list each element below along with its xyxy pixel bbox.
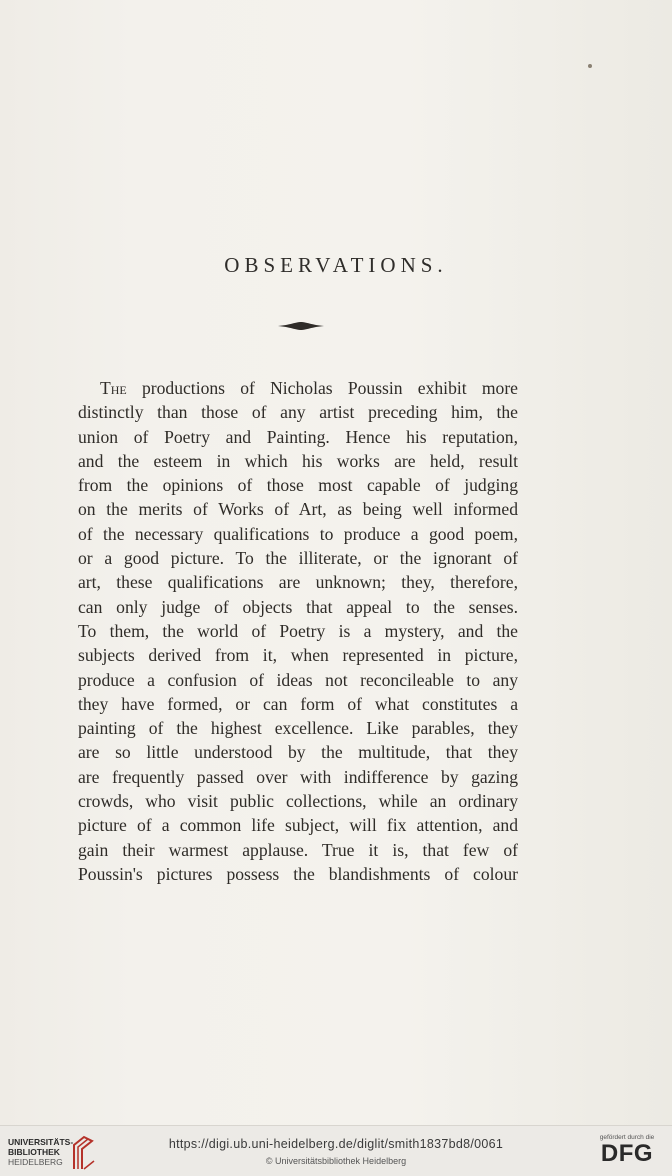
dfg-logo[interactable] <box>596 1134 658 1166</box>
library-name-line2: BIBLIOTHEK <box>8 1147 60 1157</box>
viewer-footer <box>0 1125 672 1176</box>
text-line-first <box>78 376 518 400</box>
library-name-line3: HEIDELBERG <box>8 1157 63 1167</box>
first-line-rest: productions of Nicholas Poussin exhibit more <box>126 378 518 398</box>
copyright-notice: © Universitätsbibliothek Heidelberg <box>265 1156 407 1166</box>
text-line: or a good picture. To the illiterate, or the ignorant of <box>78 548 518 569</box>
text-line: are frequently passed over with indifference by gazing <box>78 766 518 787</box>
text-line: Poussin's pictures possess the blandishments of colour <box>78 863 518 884</box>
text-line: can only judge of objects that appeal to the senses. <box>78 596 518 617</box>
funder-note: gefördert durch die <box>599 1134 655 1141</box>
text-line: gain their warmest applause. True it is, that few of <box>78 839 518 860</box>
text-line: of the necessary qualifications to produce a good poem, <box>78 523 518 544</box>
text-line: produce a confusion of ideas not reconcileable to any <box>78 669 518 690</box>
opening-word: The <box>100 378 127 398</box>
text-line: art, these qualifications are unknown; they, therefore, <box>78 572 518 593</box>
library-name-line1: UNIVERSITÄTS- <box>8 1137 74 1147</box>
text-line: crowds, who visit public collections, while an ordinary <box>78 791 518 812</box>
text-line: on the merits of Works of Art, as being well informed <box>78 499 518 520</box>
text-line: are so little understood by the multitude, that they <box>78 742 518 763</box>
text-line: from the opinions of those most capable of judging <box>78 475 518 496</box>
text-line: subjects derived from it, when represented in picture, <box>78 645 518 666</box>
body-paragraph <box>78 376 518 886</box>
text-line: distinctly than those of any artist preceding him, the <box>78 402 518 423</box>
text-line: painting of the highest excellence. Like parables, they <box>78 718 518 739</box>
text-line: union of Poetry and Painting. Hence his reputation, <box>78 426 518 447</box>
funder-name: DFG <box>600 1140 654 1167</box>
text-line: picture of a common life subject, will fix attention, and <box>78 815 518 836</box>
permalink-url[interactable]: https://digi.ub.uni-heidelberg.de/diglit/smith1837bd8/0061 <box>168 1137 504 1151</box>
chapter-heading: OBSERVATIONS. <box>224 253 448 277</box>
ink-speck <box>588 64 592 68</box>
text-line: they have formed, or can form of what constitutes a <box>78 693 518 714</box>
divider-ornament-icon <box>278 320 324 332</box>
text-line: and the esteem in which his works are held, result <box>78 450 518 471</box>
text-line: To them, the world of Poetry is a mystery, and the <box>78 620 518 641</box>
